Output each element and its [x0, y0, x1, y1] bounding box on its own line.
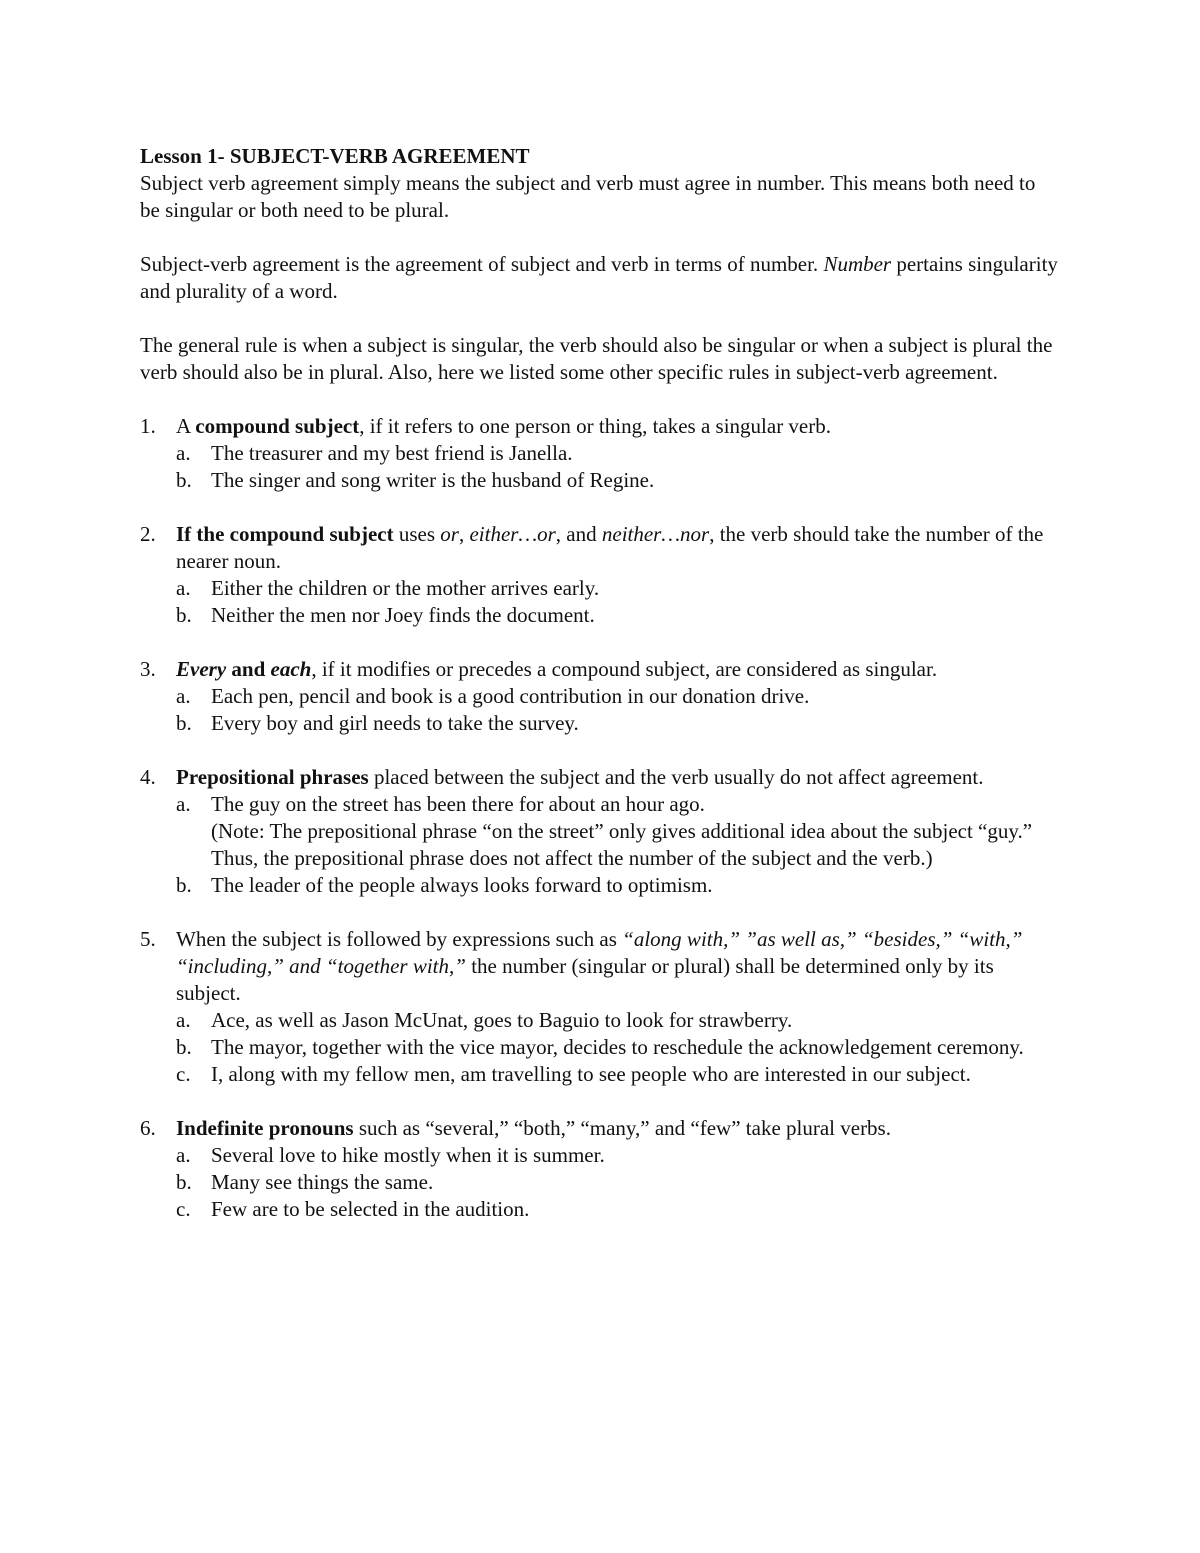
example-letter: b. [176, 468, 192, 492]
intro-text: pertains singularity and plurality of a word. [140, 252, 1058, 303]
rule-4 [140, 764, 1060, 899]
example-item [176, 440, 1060, 467]
example-note: (Note: The prepositional phrase “on the street” only gives additional idea about the subject “guy.” Thus, the prepositional phrase does not affect the number of the subject and the verb.) [211, 819, 1033, 870]
example-item [176, 1196, 1060, 1223]
rule-number: 4. [140, 765, 156, 789]
example-text: Many see things the same. [211, 1170, 434, 1194]
rule-text [176, 413, 1060, 440]
rule-text-part: the number (singular or plural) shall be determined only by its subject. [176, 954, 994, 1005]
rule-6 [140, 1115, 1060, 1223]
example-text: Each pen, pencil and book is a good contribution in our donation drive. [211, 684, 810, 708]
example-letter: a. [176, 1008, 191, 1032]
rule-text-part: When the subject is followed by expressions such as [176, 927, 623, 951]
example-text: Ace, as well as Jason McUnat, goes to Baguio to look for strawberry. [211, 1008, 793, 1032]
rule-keyword: Every [176, 657, 227, 681]
rule-text [176, 764, 1060, 791]
example-letter: a. [176, 792, 191, 816]
rule-5 [140, 926, 1060, 1088]
rule-number: 6. [140, 1116, 156, 1140]
intro-text: Subject-verb agreement is the agreement of subject and verb in terms of number. [140, 252, 819, 276]
example-letter: a. [176, 1143, 191, 1167]
example-letter: c. [176, 1197, 191, 1221]
rule-text-part: uses [393, 522, 441, 546]
example-text: Neither the men nor Joey finds the document. [211, 603, 595, 627]
rule-text [176, 926, 1060, 1007]
intro-paragraph-1: Subject verb agreement simply means the subject and verb must agree in number. This means both need to be singular or both need to be plural. [140, 171, 1036, 222]
lesson-title: Lesson 1- SUBJECT-VERB AGREEMENT [140, 144, 530, 168]
document-body [140, 143, 1060, 1250]
rule-keyword: Prepositional phrases [176, 765, 369, 789]
example-letter: b. [176, 711, 192, 735]
example-letter: a. [176, 441, 191, 465]
rule-keyword: If the compound subject [176, 522, 394, 546]
example-letter: b. [176, 603, 192, 627]
rule-text [176, 656, 1060, 683]
example-item [176, 1007, 1060, 1034]
example-letter: a. [176, 576, 191, 600]
example-item [176, 602, 1060, 629]
example-text: The leader of the people always looks forward to optimism. [211, 873, 713, 897]
intro-paragraph-2 [140, 251, 1060, 305]
rule-keyword: each [270, 657, 312, 681]
example-text: The guy on the street has been there for about an hour ago. [211, 792, 705, 816]
rule-text-part: , if it refers to one person or thing, takes a singular verb. [359, 414, 832, 438]
example-item [176, 710, 1060, 737]
example-text: Several love to hike mostly when it is summer. [211, 1143, 605, 1167]
rule-text [176, 521, 1060, 575]
example-text: Every boy and girl needs to take the survey. [211, 711, 579, 735]
rule-number: 2. [140, 522, 156, 546]
example-text: The mayor, together with the vice mayor, decides to reschedule the acknowledgement ceremony. [211, 1035, 1024, 1059]
example-item [176, 1034, 1060, 1061]
rule-number: 5. [140, 927, 156, 951]
rule-text [176, 1115, 1060, 1142]
example-letter: b. [176, 1035, 192, 1059]
example-text: Few are to be selected in the audition. [211, 1197, 530, 1221]
example-text: I, along with my fellow men, am travelling to see people who are interested in our subject. [211, 1062, 971, 1086]
rule-2 [140, 521, 1060, 629]
rule-keyword: Indefinite pronouns [176, 1116, 354, 1140]
example-text: Either the children or the mother arrives early. [211, 576, 600, 600]
rule-keyword: compound subject [195, 414, 360, 438]
example-item [176, 791, 1060, 872]
rule-italic-term: “along with,” ”as well as,” “besides,” “with,” “including,” and “together with,” [176, 927, 1023, 978]
rule-text-part: placed between the subject and the verb usually do not affect agreement. [368, 765, 984, 789]
example-letter: c. [176, 1062, 191, 1086]
example-text: The singer and song writer is the husband of Regine. [211, 468, 655, 492]
rule-italic-term: or [440, 522, 459, 546]
example-item [176, 1061, 1060, 1088]
rule-text-part: , [458, 522, 470, 546]
rule-italic-term: either…or [469, 522, 556, 546]
rule-italic-term: neither…nor [601, 522, 710, 546]
rule-text-part: A [176, 414, 196, 438]
example-item [176, 683, 1060, 710]
italic-term-number: Number [823, 252, 892, 276]
rule-text-part: , the verb should take the number of the nearer noun. [176, 522, 1044, 573]
rule-number: 1. [140, 414, 156, 438]
example-item [176, 872, 1060, 899]
rule-text-part: such as “several,” “both,” “many,” and “few” take plural verbs. [353, 1116, 891, 1140]
example-item [176, 575, 1060, 602]
rule-1 [140, 413, 1060, 494]
rule-keyword: and [226, 657, 271, 681]
rule-text-part: , and [555, 522, 602, 546]
rule-3 [140, 656, 1060, 737]
rule-text-part: , if it modifies or precedes a compound subject, are considered as singular. [311, 657, 938, 681]
example-item [176, 1169, 1060, 1196]
example-item [176, 467, 1060, 494]
example-letter: b. [176, 873, 192, 897]
example-item [176, 1142, 1060, 1169]
example-letter: b. [176, 1170, 192, 1194]
example-text: The treasurer and my best friend is Janella. [211, 441, 573, 465]
rule-number: 3. [140, 657, 156, 681]
example-letter: a. [176, 684, 191, 708]
intro-paragraph-3: The general rule is when a subject is singular, the verb should also be singular or when a subject is plural the verb should also be in plural. Also, here we listed some other specific rules in subject-verb agreement. [140, 333, 1053, 384]
